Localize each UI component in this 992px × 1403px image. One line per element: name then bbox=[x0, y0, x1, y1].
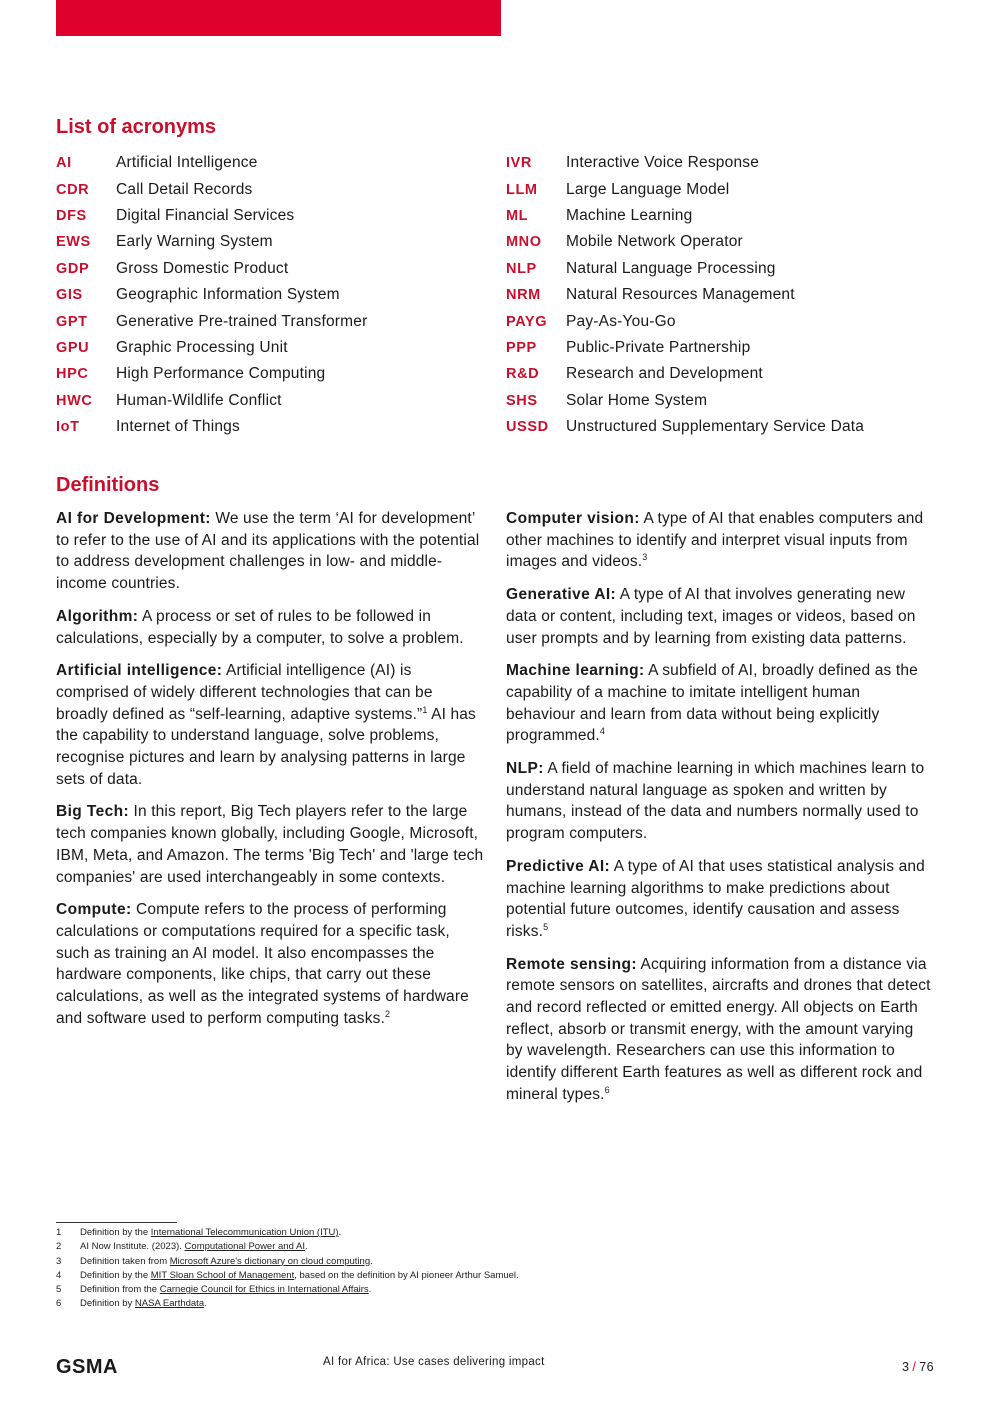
acronym-full: Gross Domestic Product bbox=[116, 259, 289, 277]
definition-text: Compute refers to the process of performing calculations or computations required for a specific task, such as training an AI model. It also encompasses the hardware components, like chips, that carry out these calculations, as well as the integrated systems of hardware and software used to perform computing tasks. bbox=[56, 901, 469, 1027]
acronyms-list-right bbox=[506, 150, 936, 440]
acronym-abbr: NLP bbox=[506, 260, 537, 277]
acronym-full: High Performance Computing bbox=[116, 365, 326, 383]
definition-term: Remote sensing: bbox=[506, 955, 637, 973]
acronym-full: Unstructured Supplementary Service Data bbox=[566, 418, 865, 436]
acronym-abbr: HPC bbox=[56, 366, 89, 383]
footnote-item bbox=[56, 1240, 936, 1254]
footnote-item bbox=[56, 1297, 936, 1311]
acronym-row bbox=[506, 282, 936, 308]
acronym-row bbox=[56, 203, 486, 229]
definition-nlp bbox=[506, 758, 934, 845]
acronym-abbr: HWC bbox=[56, 392, 93, 409]
footnote-ref[interactable]: 5 bbox=[543, 921, 549, 932]
definition-text: Artificial intelligence (AI) is comprised of widely different technologies that can be broadly defined as “self-learning, adaptive systems.” bbox=[56, 662, 433, 723]
page-total: 76 bbox=[919, 1360, 934, 1374]
footnote-link[interactable]: MIT Sloan School of Management bbox=[150, 1269, 295, 1281]
acronym-row bbox=[56, 308, 486, 334]
footnote-item bbox=[56, 1283, 936, 1297]
acronym-full: Research and Development bbox=[566, 365, 763, 383]
acronym-row bbox=[506, 308, 936, 334]
definition-term: Compute: bbox=[56, 901, 132, 919]
definitions-heading: Definitions bbox=[56, 474, 160, 496]
footnote-ref[interactable]: 4 bbox=[599, 726, 605, 737]
definition-text: A type of AI that involves generating new data or content, including text, images or videos, based on user prompts and by learning from existing data patterns. bbox=[506, 586, 916, 647]
acronym-full: Interactive Voice Response bbox=[566, 154, 760, 172]
acronym-full: Graphic Processing Unit bbox=[116, 338, 288, 356]
acronym-full: Natural Language Processing bbox=[566, 259, 776, 277]
acronym-row bbox=[56, 176, 486, 202]
definition-text: Acquiring information from a distance via remote sensors on satellites, aircrafts and drones that detect and record reflected or emitted energy. All objects on Earth reflect, absorb or transmit energy, with the amount varying by wavelength. Researchers can use this information to identify different Earth features as well as different rock and mineral types. bbox=[506, 955, 931, 1103]
acronym-full: Generative Pre-trained Transformer bbox=[116, 312, 368, 330]
acronym-abbr: SHS bbox=[506, 392, 538, 409]
acronym-full: Digital Financial Services bbox=[116, 206, 295, 224]
acronym-row bbox=[56, 388, 486, 414]
acronym-row bbox=[56, 335, 486, 361]
definition-text: A field of machine learning in which machines learn to understand natural language as spoken and written by humans, instead of the data and numbers normally used to program computers. bbox=[506, 760, 925, 843]
acronym-row bbox=[506, 361, 936, 387]
acronym-abbr: PAYG bbox=[506, 313, 548, 330]
footnote-link[interactable]: Microsoft Azure's dictionary on cloud computing bbox=[169, 1255, 371, 1267]
acronym-row bbox=[506, 203, 936, 229]
page-current: 3 bbox=[902, 1360, 910, 1374]
acronym-full: Artificial Intelligence bbox=[116, 154, 258, 172]
footer-report-title: AI for Africa: Use cases delivering impact bbox=[323, 1356, 545, 1368]
acronym-abbr: R&D bbox=[506, 366, 540, 383]
footnote-number: 6 bbox=[56, 1298, 62, 1310]
acronym-abbr: AI bbox=[56, 155, 72, 172]
acronym-abbr: EWS bbox=[56, 234, 91, 251]
acronym-full: Public-Private Partnership bbox=[566, 338, 751, 356]
acronym-abbr: GPU bbox=[56, 339, 90, 356]
definition-term: Big Tech: bbox=[56, 803, 130, 821]
footnote-text: AI Now Institute. (2023). bbox=[80, 1241, 185, 1253]
acronym-abbr: ML bbox=[506, 207, 529, 224]
acronym-full: Geographic Information System bbox=[116, 286, 340, 304]
definition-artificial-intelligence bbox=[56, 660, 484, 790]
acronym-full: Machine Learning bbox=[566, 206, 693, 224]
footnote-number: 4 bbox=[56, 1269, 62, 1281]
acronym-abbr: DFS bbox=[56, 207, 87, 224]
footnotes bbox=[56, 1226, 936, 1312]
acronym-abbr: USSD bbox=[506, 419, 549, 436]
definition-ai-for-development bbox=[56, 508, 484, 595]
footnote-text: Definition by bbox=[80, 1298, 135, 1310]
acronym-full: Early Warning System bbox=[116, 233, 273, 251]
acronym-abbr: IVR bbox=[506, 155, 532, 172]
definition-text: In this report, Big Tech players refer to the large tech companies known globally, including Google, Microsoft, IBM, Meta, and Amazon. The terms 'Big Tech' and 'large tech companies' are used interchangeably in some contexts. bbox=[56, 803, 484, 886]
definition-term: AI for Development: bbox=[56, 510, 211, 527]
definition-term: Machine learning: bbox=[506, 662, 645, 680]
footnote-link[interactable]: International Telecommunication Union (ITU) bbox=[150, 1227, 339, 1238]
acronym-row bbox=[506, 335, 936, 361]
definition-algorithm bbox=[56, 606, 484, 649]
page-number bbox=[902, 1360, 934, 1374]
definition-text: A type of AI that enables computers and other machines to identify and interpret visual inputs from images and videos. bbox=[506, 510, 924, 571]
footnote-link[interactable]: Carnegie Council for Ethics in International Affairs bbox=[159, 1284, 369, 1296]
definition-text: A process or set of rules to be followed in calculations, especially by a computer, to solve a problem. bbox=[56, 607, 464, 647]
definition-machine-learning bbox=[506, 660, 934, 747]
definition-generative-ai bbox=[506, 584, 934, 649]
acronym-full: Large Language Model bbox=[566, 180, 730, 198]
gsma-logo-text: GSMA bbox=[56, 1357, 118, 1375]
footnote-text-tail: . bbox=[204, 1298, 207, 1310]
acronym-abbr: GIS bbox=[56, 287, 83, 304]
acronym-abbr: MNO bbox=[506, 234, 542, 251]
footnote-text: Definition taken from bbox=[80, 1255, 170, 1267]
acronym-row bbox=[56, 282, 486, 308]
acronym-row bbox=[506, 150, 936, 176]
acronym-full: Human-Wildlife Conflict bbox=[116, 391, 282, 409]
definitions-column-right bbox=[506, 508, 934, 1117]
acronym-row bbox=[56, 414, 486, 440]
acronyms-list-left bbox=[56, 150, 486, 440]
footnote-link[interactable]: NASA Earthdata bbox=[134, 1298, 205, 1310]
footnote-number: 5 bbox=[56, 1284, 62, 1296]
definition-text: A subfield of AI, broadly defined as the capability of a machine to imitate intelligent human behaviour and learn from data without being explicitly programmed. bbox=[506, 662, 918, 745]
footnote-number: 1 bbox=[56, 1227, 62, 1238]
top-accent-bar bbox=[56, 0, 501, 36]
definitions-column-left bbox=[56, 508, 484, 1040]
acronym-row bbox=[56, 361, 486, 387]
definition-term: Generative AI: bbox=[506, 586, 617, 604]
footnote-text: Definition by the bbox=[80, 1269, 151, 1281]
footnote-text-tail: . bbox=[370, 1255, 373, 1267]
footnote-text: Definition from the bbox=[80, 1284, 160, 1296]
definition-remote-sensing bbox=[506, 954, 934, 1106]
acronym-full: Call Detail Records bbox=[116, 180, 253, 198]
acronym-abbr: NRM bbox=[506, 287, 541, 304]
footnote-item bbox=[56, 1255, 936, 1269]
footnote-divider bbox=[56, 1222, 177, 1223]
acronym-row bbox=[56, 256, 486, 282]
acronym-row bbox=[506, 256, 936, 282]
definition-term: Artificial intelligence: bbox=[56, 662, 223, 680]
acronym-full: Internet of Things bbox=[116, 418, 240, 436]
definition-compute bbox=[56, 899, 484, 1029]
acronym-abbr: GDP bbox=[56, 260, 90, 277]
footnote-ref[interactable]: 6 bbox=[604, 1084, 610, 1095]
acronym-abbr: IoT bbox=[56, 419, 80, 436]
footnote-text-tail: . bbox=[368, 1284, 372, 1296]
definition-term: Predictive AI: bbox=[506, 857, 611, 875]
definition-predictive-ai bbox=[506, 856, 934, 943]
footnote-text-tail: . bbox=[304, 1241, 308, 1253]
footnote-ref[interactable]: 1 bbox=[422, 704, 428, 715]
acronym-row bbox=[56, 229, 486, 255]
footnote-number: 3 bbox=[56, 1255, 62, 1267]
acronym-row bbox=[506, 176, 936, 202]
acronym-row bbox=[56, 150, 486, 176]
definition-term: NLP: bbox=[506, 760, 544, 778]
acronym-row bbox=[506, 388, 936, 414]
acronym-row bbox=[506, 229, 936, 255]
footnote-ref[interactable]: 2 bbox=[384, 1008, 391, 1019]
acronym-abbr: CDR bbox=[56, 181, 90, 198]
footnote-text-tail: , based on the definition by AI pioneer Arthur Samuel. bbox=[294, 1269, 519, 1281]
definition-term: Algorithm: bbox=[56, 607, 139, 625]
gsma-logo bbox=[56, 1357, 152, 1375]
acronym-abbr: PPP bbox=[506, 339, 537, 356]
footnote-number: 2 bbox=[56, 1241, 62, 1253]
footnote-text-tail: . bbox=[338, 1227, 342, 1238]
acronym-full: Pay-As-You-Go bbox=[566, 312, 676, 330]
footnote-text: Definition by the bbox=[80, 1227, 151, 1238]
acronym-full: Mobile Network Operator bbox=[566, 233, 743, 251]
footnote-ref[interactable]: 3 bbox=[642, 552, 648, 563]
definition-big-tech bbox=[56, 801, 484, 888]
acronym-full: Solar Home System bbox=[566, 391, 708, 409]
acronym-full: Natural Resources Management bbox=[566, 286, 795, 304]
definition-computer-vision bbox=[506, 508, 934, 573]
footnote-item bbox=[56, 1269, 936, 1283]
footnote-link[interactable]: Computational Power and AI bbox=[184, 1241, 305, 1253]
acronym-abbr: GPT bbox=[56, 313, 88, 330]
acronyms-heading: List of acronyms bbox=[56, 116, 217, 138]
definition-text-tail: AI has the capability to understand language, solve problems, recognise pictures and learn by analysing patterns in large sets of data. bbox=[56, 705, 476, 788]
acronym-row bbox=[506, 414, 936, 440]
definition-text: A type of AI that uses statistical analysis and machine learning algorithms to make predictions about potential future outcomes, identify causation and assess risks. bbox=[506, 857, 925, 940]
footnote-item bbox=[56, 1226, 936, 1240]
page-separator: / bbox=[912, 1360, 917, 1374]
acronym-abbr: LLM bbox=[506, 181, 538, 198]
definition-text: We use the term ‘AI for development’ to refer to the use of AI and its applications with the potential to address development challenges in low- and middle-income countries. bbox=[56, 510, 480, 593]
definition-term: Computer vision: bbox=[506, 510, 640, 527]
